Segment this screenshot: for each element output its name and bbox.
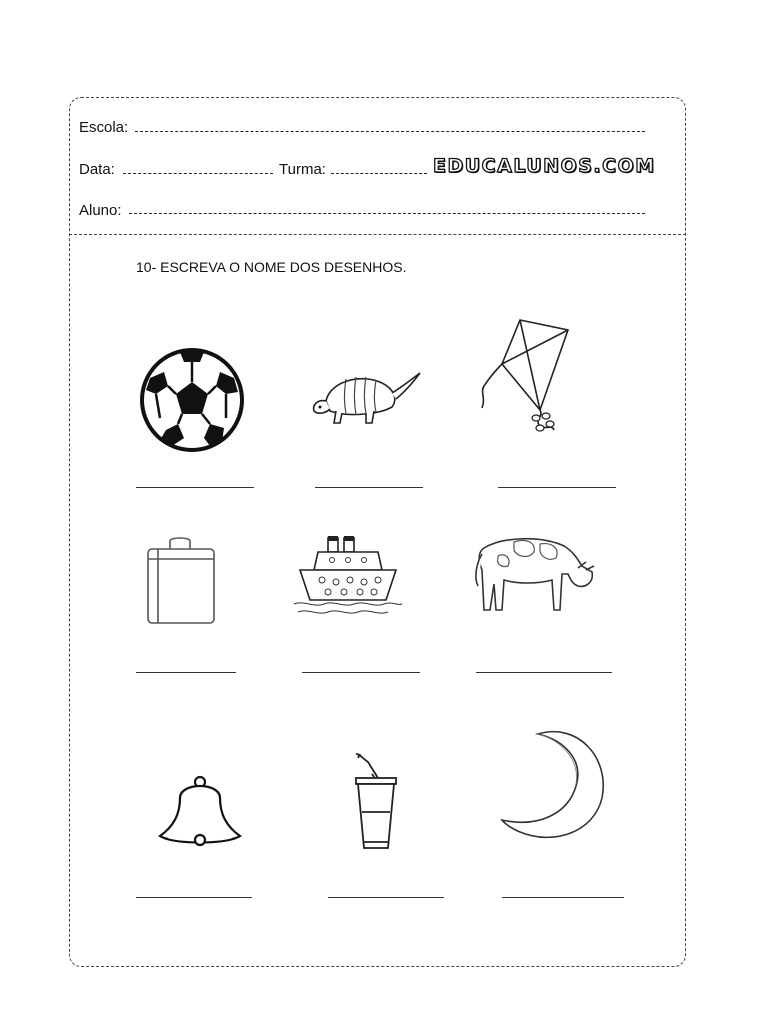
student-field[interactable]: [129, 213, 645, 214]
cup-with-straw-icon: [350, 752, 402, 854]
armadillo-icon: [306, 367, 424, 429]
school-field[interactable]: [135, 131, 645, 132]
answer-line-4[interactable]: [136, 672, 236, 673]
answer-line-6[interactable]: [476, 672, 612, 673]
header-divider: [69, 234, 686, 235]
answer-line-3[interactable]: [498, 487, 616, 488]
answer-line-1[interactable]: [136, 487, 254, 488]
date-field[interactable]: [123, 173, 273, 174]
school-label: Escola:: [79, 119, 129, 136]
date-label: Data:: [79, 161, 115, 178]
ship-icon: [292, 530, 404, 616]
cow-icon: [474, 530, 598, 614]
answer-line-9[interactable]: [502, 897, 624, 898]
kite-icon: [474, 316, 574, 436]
student-label: Aluno:: [79, 202, 122, 219]
brand-logo: EDUCALUNOS.COM: [433, 155, 656, 177]
class-field[interactable]: [331, 173, 427, 174]
answer-line-5[interactable]: [302, 672, 420, 673]
exercise-instruction: 10- ESCREVA O NOME DOS DESENHOS.: [136, 259, 407, 275]
answer-line-7[interactable]: [136, 897, 252, 898]
answer-line-2[interactable]: [315, 487, 423, 488]
soccer-ball-icon: [138, 348, 246, 452]
crescent-moon-icon: [498, 728, 610, 842]
class-label: Turma:: [279, 161, 326, 178]
suitcase-icon: [142, 535, 222, 629]
answer-line-8[interactable]: [328, 897, 444, 898]
bell-icon: [156, 774, 244, 850]
